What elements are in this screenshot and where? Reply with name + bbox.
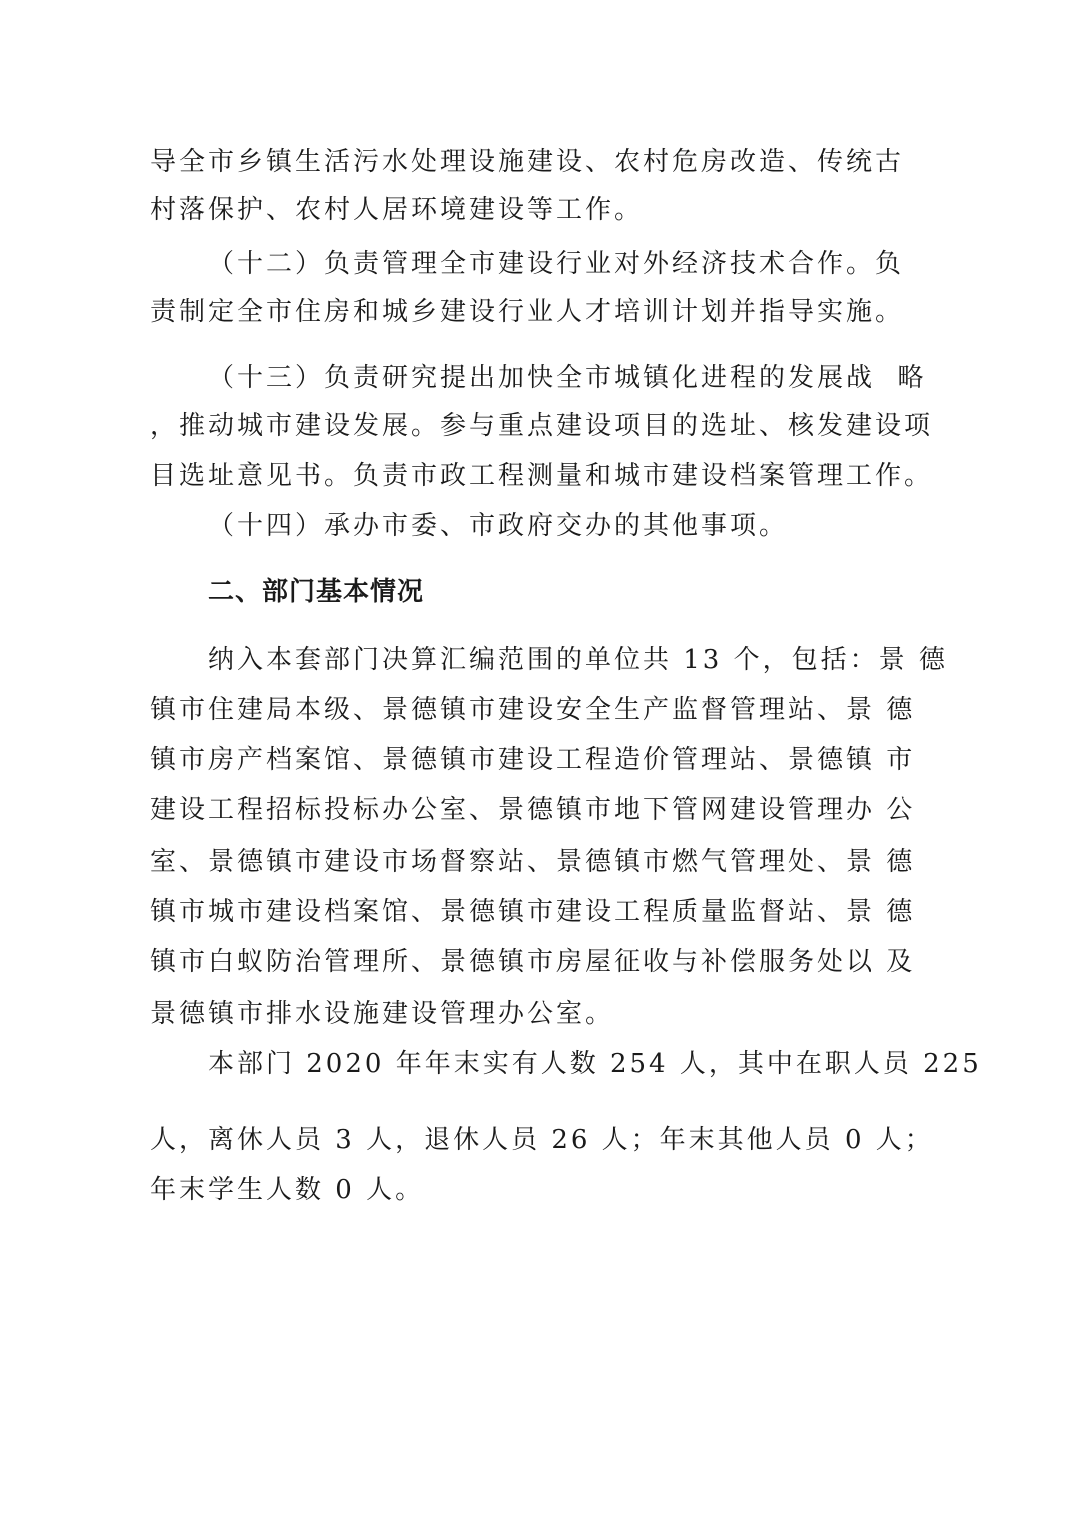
text-line: 镇市城市建设档案馆、景德镇市建设工程质量监督站、景 德 [150,897,916,927]
text-line: 村落保护、农村人居环境建设等工作。 [150,195,644,225]
section-heading: 二、部门基本情况 [208,577,425,607]
text-line: 责制定全市住房和城乡建设行业人才培训计划并指导实施。 [150,297,905,327]
text-line: （十四）承办市委、市政府交办的其他事项。 [208,511,789,541]
text-line: ，推动城市建设发展。参与重点建设项目的选址、核发建设项 [150,411,934,441]
text-line: 建设工程招标投标办公室、景德镇市地下管网建设管理办 公 [150,795,916,825]
text-line: 人，离休人员 3 人，退休人员 26 人；年末其他人员 0 人； [150,1125,934,1155]
text-line: 室、景德镇市建设市场督察站、景德镇市燃气管理处、景 德 [150,847,916,877]
text-line: 镇市白蚁防治管理所、景德镇市房屋征收与补偿服务处以 及 [150,947,916,977]
text-line: 年末学生人数 0 人。 [150,1175,425,1205]
text-line: 目选址意见书。负责市政工程测量和城市建设档案管理工作。 [150,461,934,491]
text-line: 景德镇市排水设施建设管理办公室。 [150,999,615,1029]
text-line: （十二）负责管理全市建设行业对外经济技术合作。负 [208,249,905,279]
text-line: 导全市乡镇生活污水处理设施建设、农村危房改造、传统古 [150,147,905,177]
text-line: 纳入本套部门决算汇编范围的单位共 13 个，包括：景 德 [208,645,948,675]
text-line: 镇市房产档案馆、景德镇市建设工程造价管理站、景德镇 市 [150,745,916,775]
text-line: （十三）负责研究提出加快全市城镇化进程的发展战 略 [208,363,927,393]
text-line: 本部门 2020 年年末实有人数 254 人，其中在职人员 225 [208,1049,982,1079]
text-line: 镇市住建局本级、景德镇市建设安全生产监督管理站、景 德 [150,695,916,725]
